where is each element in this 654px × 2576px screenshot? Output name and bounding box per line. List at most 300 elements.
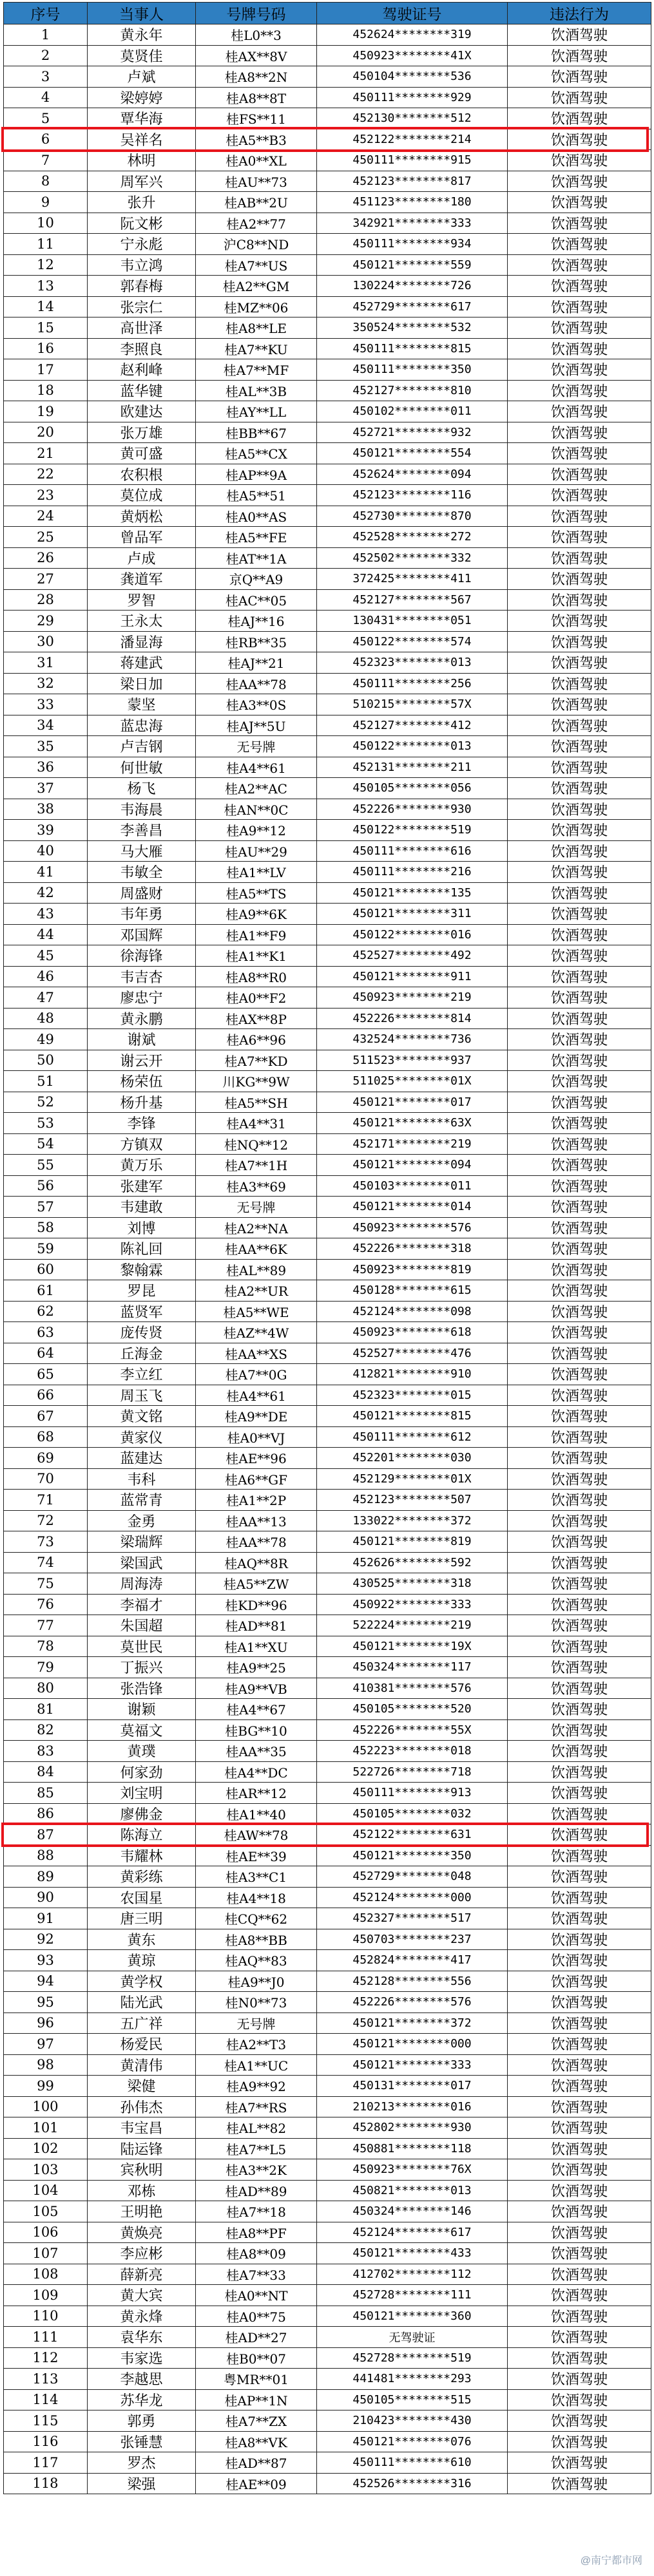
cell-party: 梁健 bbox=[88, 2076, 196, 2097]
cell-party: 李福才 bbox=[88, 1594, 196, 1615]
cell-plate: 桂A0**NT bbox=[196, 2285, 317, 2306]
cell-party: 韦立鸿 bbox=[88, 254, 196, 276]
table-row bbox=[4, 422, 651, 443]
cell-license: 452323********015 bbox=[317, 1385, 508, 1406]
cell-party: 廖忠宁 bbox=[88, 987, 196, 1009]
cell-violation: 饮酒驾驶 bbox=[508, 1092, 651, 1113]
cell-seq: 95 bbox=[4, 1992, 88, 2013]
cell-seq: 113 bbox=[4, 2369, 88, 2390]
cell-license: 无驾驶证 bbox=[317, 2327, 508, 2348]
cell-plate: 桂A2**77 bbox=[196, 213, 317, 234]
cell-party: 潘显海 bbox=[88, 631, 196, 652]
cell-seq: 50 bbox=[4, 1050, 88, 1071]
cell-license: 452624********094 bbox=[317, 464, 508, 485]
cell-seq: 104 bbox=[4, 2180, 88, 2201]
cell-violation: 饮酒驾驶 bbox=[508, 1824, 651, 1846]
cell-violation: 饮酒驾驶 bbox=[508, 276, 651, 297]
table-row bbox=[4, 715, 651, 736]
cell-party: 郭春梅 bbox=[88, 276, 196, 297]
cell-violation: 饮酒驾驶 bbox=[508, 422, 651, 443]
cell-plate: 桂AP**1N bbox=[196, 2389, 317, 2410]
cell-party: 陈海立 bbox=[88, 1824, 196, 1846]
cell-plate: 桂AW**78 bbox=[196, 1824, 317, 1846]
cell-party: 张万雄 bbox=[88, 422, 196, 443]
table-row bbox=[4, 840, 651, 862]
cell-license: 450121********350 bbox=[317, 1845, 508, 1866]
cell-violation: 饮酒驾驶 bbox=[508, 2452, 651, 2474]
cell-seq: 17 bbox=[4, 359, 88, 381]
cell-license: 130431********051 bbox=[317, 611, 508, 632]
cell-violation: 饮酒驾驶 bbox=[508, 129, 651, 150]
cell-license: 450923********41X bbox=[317, 45, 508, 66]
cell-party: 黄炳松 bbox=[88, 506, 196, 527]
cell-plate: 桂KD**96 bbox=[196, 1594, 317, 1615]
cell-seq: 115 bbox=[4, 2410, 88, 2432]
cell-party: 宁永彪 bbox=[88, 234, 196, 255]
cell-plate: 桂AR**12 bbox=[196, 1783, 317, 1804]
cell-seq: 42 bbox=[4, 882, 88, 904]
violation-table-container bbox=[3, 2, 651, 2494]
cell-license: 450121********017 bbox=[317, 1092, 508, 1113]
table-row bbox=[4, 1719, 651, 1741]
table-row bbox=[4, 1803, 651, 1824]
cell-party: 赵利峰 bbox=[88, 359, 196, 381]
cell-seq: 23 bbox=[4, 485, 88, 506]
cell-seq: 93 bbox=[4, 1950, 88, 1971]
cell-plate: 桂A4**61 bbox=[196, 1385, 317, 1406]
cell-party: 黄永鹏 bbox=[88, 1008, 196, 1029]
table-row bbox=[4, 1761, 651, 1783]
table-row bbox=[4, 2076, 651, 2097]
cell-license: 450121********19X bbox=[317, 1636, 508, 1657]
cell-license: 450105********520 bbox=[317, 1699, 508, 1720]
cell-seq: 20 bbox=[4, 422, 88, 443]
cell-violation: 饮酒驾驶 bbox=[508, 1971, 651, 1992]
cell-license: 450923********576 bbox=[317, 1217, 508, 1238]
table-header-row bbox=[4, 3, 651, 24]
cell-license: 452226********55X bbox=[317, 1719, 508, 1741]
cell-license: 522726********718 bbox=[317, 1761, 508, 1783]
cell-violation: 饮酒驾驶 bbox=[508, 2285, 651, 2306]
cell-plate: 桂A6**GF bbox=[196, 1468, 317, 1490]
cell-license: 450104********536 bbox=[317, 66, 508, 88]
cell-plate: 桂N0**73 bbox=[196, 1992, 317, 2013]
cell-seq: 12 bbox=[4, 254, 88, 276]
cell-license: 452729********048 bbox=[317, 1866, 508, 1888]
cell-plate: 桂AU**29 bbox=[196, 840, 317, 862]
cell-party: 丁振兴 bbox=[88, 1657, 196, 1678]
cell-party: 薛新亮 bbox=[88, 2264, 196, 2285]
cell-violation: 饮酒驾驶 bbox=[508, 945, 651, 967]
cell-violation: 饮酒驾驶 bbox=[508, 1678, 651, 1699]
cell-party: 五广祥 bbox=[88, 2012, 196, 2034]
cell-seq: 24 bbox=[4, 506, 88, 527]
cell-party: 蓝华键 bbox=[88, 380, 196, 401]
table-row bbox=[4, 2431, 651, 2452]
cell-party: 蒋建武 bbox=[88, 652, 196, 674]
cell-seq: 103 bbox=[4, 2159, 88, 2181]
cell-license: 452124********000 bbox=[317, 1887, 508, 1908]
table-row bbox=[4, 192, 651, 213]
cell-seq: 87 bbox=[4, 1824, 88, 1846]
cell-license: 450121********819 bbox=[317, 1531, 508, 1553]
table-row bbox=[4, 317, 651, 339]
cell-seq: 116 bbox=[4, 2431, 88, 2452]
cell-seq: 99 bbox=[4, 2076, 88, 2097]
cell-seq: 111 bbox=[4, 2327, 88, 2348]
cell-license: 450121********360 bbox=[317, 2306, 508, 2327]
cell-seq: 59 bbox=[4, 1238, 88, 1260]
cell-license: 450111********256 bbox=[317, 673, 508, 694]
cell-party: 林明 bbox=[88, 150, 196, 171]
cell-party: 庞传贤 bbox=[88, 1322, 196, 1343]
cell-plate: 桂AA**6K bbox=[196, 1238, 317, 1260]
table-row bbox=[4, 1448, 651, 1469]
cell-license: 452824********417 bbox=[317, 1950, 508, 1971]
cell-party: 陈礼回 bbox=[88, 1238, 196, 1260]
cell-seq: 30 bbox=[4, 631, 88, 652]
cell-license: 452526********316 bbox=[317, 2473, 508, 2494]
cell-violation: 饮酒驾驶 bbox=[508, 1761, 651, 1783]
cell-plate: 桂AD**27 bbox=[196, 2327, 317, 2348]
cell-violation: 饮酒驾驶 bbox=[508, 2306, 651, 2327]
table-row bbox=[4, 2243, 651, 2264]
cell-license: 450111********915 bbox=[317, 150, 508, 171]
table-row bbox=[4, 1259, 651, 1280]
table-row bbox=[4, 254, 651, 276]
cell-violation: 饮酒驾驶 bbox=[508, 924, 651, 945]
cell-violation: 饮酒驾驶 bbox=[508, 1490, 651, 1511]
cell-violation: 饮酒驾驶 bbox=[508, 1719, 651, 1741]
cell-license: 452327********517 bbox=[317, 1908, 508, 1929]
cell-violation: 饮酒驾驶 bbox=[508, 904, 651, 925]
cell-seq: 72 bbox=[4, 1510, 88, 1531]
table-row bbox=[4, 2452, 651, 2474]
cell-party: 袁华东 bbox=[88, 2327, 196, 2348]
cell-party: 黄彩练 bbox=[88, 1866, 196, 1888]
cell-license: 450105********032 bbox=[317, 1803, 508, 1824]
cell-seq: 57 bbox=[4, 1197, 88, 1218]
cell-seq: 102 bbox=[4, 2138, 88, 2159]
cell-party: 梁强 bbox=[88, 2473, 196, 2494]
cell-seq: 35 bbox=[4, 736, 88, 757]
cell-seq: 8 bbox=[4, 171, 88, 192]
cell-party: 黄学权 bbox=[88, 1971, 196, 1992]
cell-plate: 桂AL**89 bbox=[196, 1259, 317, 1280]
cell-party: 杨升基 bbox=[88, 1092, 196, 1113]
cell-seq: 67 bbox=[4, 1406, 88, 1427]
cell-plate: 桂RB**35 bbox=[196, 631, 317, 652]
table-row bbox=[4, 108, 651, 129]
cell-violation: 饮酒驾驶 bbox=[508, 2473, 651, 2494]
cell-violation: 饮酒驾驶 bbox=[508, 1594, 651, 1615]
cell-plate: 桂AA**XS bbox=[196, 1343, 317, 1364]
table-row bbox=[4, 1217, 651, 1238]
cell-license: 450923********76X bbox=[317, 2159, 508, 2181]
cell-party: 梁国武 bbox=[88, 1552, 196, 1573]
cell-violation: 饮酒驾驶 bbox=[508, 862, 651, 883]
cell-license: 510215********57X bbox=[317, 694, 508, 715]
cell-plate: 桂A9**6K bbox=[196, 904, 317, 925]
cell-license: 452123********116 bbox=[317, 485, 508, 506]
cell-party: 王明艳 bbox=[88, 2201, 196, 2222]
cell-plate: 桂A7**1H bbox=[196, 1155, 317, 1176]
cell-party: 孙伟杰 bbox=[88, 2096, 196, 2117]
cell-violation: 饮酒驾驶 bbox=[508, 1531, 651, 1553]
cell-party: 莫世民 bbox=[88, 1636, 196, 1657]
table-row bbox=[4, 1594, 651, 1615]
cell-plate: 桂A1**XU bbox=[196, 1636, 317, 1657]
cell-party: 黄文铭 bbox=[88, 1406, 196, 1427]
cell-license: 452130********512 bbox=[317, 108, 508, 129]
cell-plate: 桂AC**05 bbox=[196, 589, 317, 611]
cell-plate: 桂A1**UC bbox=[196, 2054, 317, 2076]
header-party: 当事人 bbox=[88, 3, 196, 24]
cell-plate: 桂A7**KU bbox=[196, 338, 317, 359]
cell-seq: 16 bbox=[4, 338, 88, 359]
cell-seq: 105 bbox=[4, 2201, 88, 2222]
table-row bbox=[4, 1992, 651, 2013]
cell-license: 450121********911 bbox=[317, 966, 508, 987]
cell-violation: 饮酒驾驶 bbox=[508, 192, 651, 213]
cell-license: 450121********372 bbox=[317, 2012, 508, 2034]
cell-violation: 饮酒驾驶 bbox=[508, 45, 651, 66]
cell-seq: 64 bbox=[4, 1343, 88, 1364]
cell-license: 412702********112 bbox=[317, 2264, 508, 2285]
cell-party: 吴祥名 bbox=[88, 129, 196, 150]
cell-plate: 无号牌 bbox=[196, 736, 317, 757]
table-row bbox=[4, 1510, 651, 1531]
cell-party: 高世泽 bbox=[88, 317, 196, 339]
table-row bbox=[4, 129, 651, 150]
cell-violation: 饮酒驾驶 bbox=[508, 359, 651, 381]
cell-seq: 97 bbox=[4, 2034, 88, 2055]
cell-plate: 桂AD**81 bbox=[196, 1615, 317, 1636]
table-row bbox=[4, 945, 651, 967]
cell-party: 蓝常青 bbox=[88, 1490, 196, 1511]
cell-violation: 饮酒驾驶 bbox=[508, 1866, 651, 1888]
cell-violation: 饮酒驾驶 bbox=[508, 2096, 651, 2117]
cell-violation: 饮酒驾驶 bbox=[508, 1406, 651, 1427]
table-row bbox=[4, 611, 651, 632]
cell-seq: 3 bbox=[4, 66, 88, 88]
table-row bbox=[4, 882, 651, 904]
table-row bbox=[4, 1343, 651, 1364]
cell-party: 黄可盛 bbox=[88, 443, 196, 464]
table-row bbox=[4, 631, 651, 652]
cell-plate: 桂A8**09 bbox=[196, 2243, 317, 2264]
cell-party: 阮文彬 bbox=[88, 213, 196, 234]
cell-plate: 无号牌 bbox=[196, 2012, 317, 2034]
cell-license: 452730********870 bbox=[317, 506, 508, 527]
cell-plate: 桂AJ**16 bbox=[196, 611, 317, 632]
cell-seq: 28 bbox=[4, 589, 88, 611]
cell-party: 梁婷婷 bbox=[88, 87, 196, 108]
cell-plate: 桂AL**3B bbox=[196, 380, 317, 401]
cell-party: 黄永年 bbox=[88, 24, 196, 46]
cell-violation: 饮酒驾驶 bbox=[508, 611, 651, 632]
cell-party: 黄永烽 bbox=[88, 2306, 196, 2327]
cell-license: 450703********237 bbox=[317, 1929, 508, 1950]
cell-license: 452721********932 bbox=[317, 422, 508, 443]
table-body bbox=[4, 24, 651, 2494]
cell-violation: 饮酒驾驶 bbox=[508, 2431, 651, 2452]
table-row bbox=[4, 2159, 651, 2181]
table-row bbox=[4, 296, 651, 317]
cell-seq: 46 bbox=[4, 966, 88, 987]
cell-seq: 110 bbox=[4, 2306, 88, 2327]
table-row bbox=[4, 757, 651, 778]
cell-license: 452502********332 bbox=[317, 547, 508, 569]
table-row bbox=[4, 2034, 651, 2055]
cell-license: 450111********815 bbox=[317, 338, 508, 359]
cell-plate: 桂A4**DC bbox=[196, 1761, 317, 1783]
cell-plate: 桂A4**18 bbox=[196, 1887, 317, 1908]
table-row bbox=[4, 2389, 651, 2410]
cell-party: 黄琼 bbox=[88, 1950, 196, 1971]
cell-party: 韦敏全 bbox=[88, 862, 196, 883]
cell-plate: 桂B0**07 bbox=[196, 2347, 317, 2369]
cell-plate: 桂FS**11 bbox=[196, 108, 317, 129]
cell-violation: 饮酒驾驶 bbox=[508, 757, 651, 778]
cell-violation: 饮酒驾驶 bbox=[508, 966, 651, 987]
cell-party: 刘宝明 bbox=[88, 1783, 196, 1804]
cell-license: 450324********146 bbox=[317, 2201, 508, 2222]
cell-party: 唐三明 bbox=[88, 1908, 196, 1929]
cell-license: 450122********016 bbox=[317, 924, 508, 945]
cell-license: 452802********930 bbox=[317, 2117, 508, 2139]
cell-plate: 桂A8**R0 bbox=[196, 966, 317, 987]
cell-seq: 54 bbox=[4, 1133, 88, 1155]
cell-plate: 桂A7**KD bbox=[196, 1050, 317, 1071]
cell-party: 蓝忠海 bbox=[88, 715, 196, 736]
table-row bbox=[4, 1552, 651, 1573]
cell-violation: 饮酒驾驶 bbox=[508, 1113, 651, 1134]
table-row bbox=[4, 1531, 651, 1553]
cell-license: 450105********515 bbox=[317, 2389, 508, 2410]
cell-license: 450121********014 bbox=[317, 1197, 508, 1218]
cell-seq: 39 bbox=[4, 820, 88, 841]
cell-party: 周玉飞 bbox=[88, 1385, 196, 1406]
cell-plate: 桂A0**VJ bbox=[196, 1426, 317, 1448]
cell-party: 李锋 bbox=[88, 1113, 196, 1134]
cell-license: 372425********411 bbox=[317, 569, 508, 590]
cell-seq: 86 bbox=[4, 1803, 88, 1824]
cell-seq: 117 bbox=[4, 2452, 88, 2474]
table-row bbox=[4, 2285, 651, 2306]
cell-seq: 31 bbox=[4, 652, 88, 674]
cell-party: 徐海锋 bbox=[88, 945, 196, 967]
cell-plate: 桂A2**GM bbox=[196, 276, 317, 297]
table-row bbox=[4, 485, 651, 506]
table-row bbox=[4, 1301, 651, 1322]
cell-plate: 桂A4**67 bbox=[196, 1699, 317, 1720]
table-row bbox=[4, 2369, 651, 2390]
cell-license: 452728********519 bbox=[317, 2347, 508, 2369]
cell-plate: 桂AA**35 bbox=[196, 1741, 317, 1762]
cell-violation: 饮酒驾驶 bbox=[508, 694, 651, 715]
cell-license: 452123********507 bbox=[317, 1490, 508, 1511]
cell-party: 黄家仪 bbox=[88, 1426, 196, 1448]
cell-plate: 桂A1**F9 bbox=[196, 924, 317, 945]
table-row bbox=[4, 1364, 651, 1385]
cell-plate: 桂A5**SH bbox=[196, 1092, 317, 1113]
watermark: @南宁都市网 bbox=[580, 2555, 642, 2566]
table-row bbox=[4, 1741, 651, 1762]
table-row bbox=[4, 778, 651, 799]
cell-license: 452728********111 bbox=[317, 2285, 508, 2306]
cell-license: 450923********219 bbox=[317, 987, 508, 1009]
cell-seq: 68 bbox=[4, 1426, 88, 1448]
header-license: 驾驶证号 bbox=[317, 3, 508, 24]
cell-seq: 118 bbox=[4, 2473, 88, 2494]
cell-license: 450121********63X bbox=[317, 1113, 508, 1134]
table-row bbox=[4, 673, 651, 694]
cell-license: 450324********117 bbox=[317, 1657, 508, 1678]
cell-license: 450121********333 bbox=[317, 2054, 508, 2076]
cell-party: 杨爱民 bbox=[88, 2034, 196, 2055]
cell-license: 450922********333 bbox=[317, 1594, 508, 1615]
cell-seq: 108 bbox=[4, 2264, 88, 2285]
cell-plate: 桂A7**MF bbox=[196, 359, 317, 381]
cell-party: 马大雁 bbox=[88, 840, 196, 862]
cell-seq: 56 bbox=[4, 1175, 88, 1197]
cell-seq: 106 bbox=[4, 2222, 88, 2243]
table-row bbox=[4, 2327, 651, 2348]
cell-license: 452127********810 bbox=[317, 380, 508, 401]
table-row bbox=[4, 1950, 651, 1971]
cell-violation: 饮酒驾驶 bbox=[508, 2054, 651, 2076]
table-row bbox=[4, 1929, 651, 1950]
cell-plate: 桂A7**ZX bbox=[196, 2410, 317, 2432]
cell-license: 452226********814 bbox=[317, 1008, 508, 1029]
cell-plate: 桂AA**78 bbox=[196, 673, 317, 694]
cell-license: 452127********412 bbox=[317, 715, 508, 736]
cell-violation: 饮酒驾驶 bbox=[508, 1783, 651, 1804]
cell-party: 周军兴 bbox=[88, 171, 196, 192]
cell-violation: 饮酒驾驶 bbox=[508, 1008, 651, 1029]
cell-license: 450111********929 bbox=[317, 87, 508, 108]
table-row bbox=[4, 1008, 651, 1029]
cell-license: 450111********934 bbox=[317, 234, 508, 255]
cell-plate: 桂AP**9A bbox=[196, 464, 317, 485]
cell-violation: 饮酒驾驶 bbox=[508, 2159, 651, 2181]
cell-seq: 7 bbox=[4, 150, 88, 171]
cell-plate: 桂A5**51 bbox=[196, 485, 317, 506]
cell-license: 452127********567 bbox=[317, 589, 508, 611]
cell-party: 谢颖 bbox=[88, 1699, 196, 1720]
table-row bbox=[4, 1657, 651, 1678]
cell-seq: 10 bbox=[4, 213, 88, 234]
cell-seq: 21 bbox=[4, 443, 88, 464]
cell-license: 450111********612 bbox=[317, 1426, 508, 1448]
cell-party: 张锤慧 bbox=[88, 2431, 196, 2452]
table-row bbox=[4, 1133, 651, 1155]
cell-plate: 桂A6**96 bbox=[196, 1029, 317, 1050]
cell-license: 452128********556 bbox=[317, 1971, 508, 1992]
table-row bbox=[4, 1426, 651, 1448]
cell-license: 452323********013 bbox=[317, 652, 508, 674]
cell-plate: 桂AA**78 bbox=[196, 1531, 317, 1553]
cell-seq: 61 bbox=[4, 1280, 88, 1302]
cell-party: 黄大宾 bbox=[88, 2285, 196, 2306]
cell-party: 张宗仁 bbox=[88, 296, 196, 317]
cell-party: 覃华海 bbox=[88, 108, 196, 129]
cell-violation: 饮酒驾驶 bbox=[508, 882, 651, 904]
cell-plate: 桂A0**AS bbox=[196, 506, 317, 527]
cell-plate: 桂A8**2N bbox=[196, 66, 317, 88]
cell-party: 陆运锋 bbox=[88, 2138, 196, 2159]
